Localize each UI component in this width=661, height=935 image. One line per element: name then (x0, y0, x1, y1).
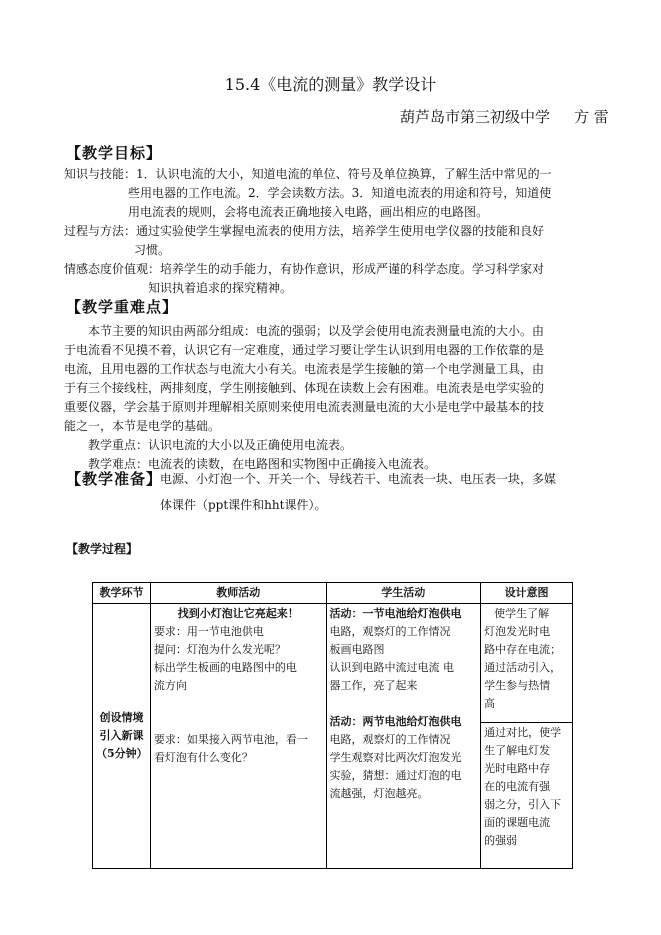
goal-attitude (64, 260, 604, 298)
student-line: 器工作，亮了起来 (329, 679, 418, 692)
student-line: 电路，观察灯的工作情况 (329, 733, 451, 746)
student-activity-cell (326, 604, 481, 869)
paragraph-line: 本节主要的知识由两部分组成：电流的强弱；以及学会使用电流表测量电流的大小。由 (88, 324, 545, 338)
student-line: 实验，猜想：通过灯泡的电 (329, 769, 462, 782)
segment-line: 创设情境 (99, 711, 144, 724)
teaching-difficulty: 教学难点：电流表的读数，在电路图和实物图中正确接入电流表。 (88, 457, 437, 471)
intent-cell (481, 723, 573, 869)
intent-line: 光时电路中存 (484, 762, 551, 775)
paragraph-line: 能之一，本节是电学的基础。 (64, 419, 221, 433)
intent-line: 弱之分，引入下 (484, 798, 562, 811)
goal-line: 知识与技能：1．认识电流的大小，知道电流的单位、符号及单位换算，了解生活中常见的一 (64, 167, 552, 181)
goal-process (64, 222, 604, 260)
goal-knowledge (64, 165, 604, 222)
section-heading-keypoints: 【教学重难点】 (66, 298, 179, 316)
student-activity-title: 活动：一节电池给灯泡供电 (329, 607, 462, 620)
goal-line: 情感态度价值观：培养学生的动手能力，有协作意识，形成严谨的科学态度。学习科学家对 (64, 262, 545, 276)
segment-line: （5分钟） (96, 747, 148, 760)
table-header-row (93, 583, 573, 604)
section-heading-process: 【教学过程】 (66, 542, 139, 556)
teacher-line: 提问：灯泡为什么发光呢？ (153, 643, 286, 656)
author-line (400, 106, 609, 127)
student-line: 流越强，灯泡越亮。 (329, 787, 429, 800)
table-header: 教师活动 (150, 583, 326, 604)
section-heading-prep: 【教学准备】 (66, 470, 163, 488)
table-header: 学生活动 (326, 583, 481, 604)
paragraph-line: 重要仪器，学会基于原则并理解相关原则来使用电流表测量电流的大小是电学中最基本的技 (64, 400, 545, 414)
student-line: 电路，观察灯的工作情况 (329, 625, 451, 638)
intent-line: 通过活动引入， (484, 661, 562, 674)
goal-line: 过程与方法：通过实验使学生掌握电流表的使用方法，培养学生使用电学仪器的技能和良好 (64, 224, 545, 238)
school-name: 葫芦岛市第三初级中学 (400, 108, 551, 126)
intent-cell (481, 604, 573, 723)
intent-line: 在的电流有强 (484, 780, 551, 793)
student-line: 学生观察对比两次灯泡发光 (329, 751, 462, 764)
teacher-line: 流方向 (153, 679, 187, 692)
intent-line: 学生参与热情 (484, 679, 551, 692)
paragraph-line: 于电流看不见摸不着，认识它有一定难度，通过学习要让学生认识到用电器的工作依靠的是 (64, 343, 545, 357)
table-header: 设计意图 (481, 583, 573, 604)
intent-line: 面的课题电流 (484, 816, 551, 829)
intent-line: 通过对比，使学 (484, 726, 562, 739)
paragraph-line: 于有三个接线柱，两排刻度，学生刚接触到、体现在读数上会有困难。电流表是电学实验的 (64, 381, 545, 395)
teacher-line: 要求：如果接入两节电池，看一 (153, 733, 308, 746)
segment-line: 引入新课 (99, 729, 144, 742)
teaching-focus: 教学重点：认识电流的大小以及正确使用电流表。 (88, 438, 353, 452)
goal-line: 习惯。 (134, 243, 171, 257)
student-activity-title: 活动：两节电池给灯泡供电 (329, 715, 462, 728)
section-heading-goals: 【教学目标】 (66, 144, 163, 162)
teacher-line: 标出学生板画的电路图中的电 (153, 661, 297, 674)
goal-line: 知识执着追求的探究精神。 (148, 281, 293, 295)
teacher-line: 要求：用一节电池供电 (153, 625, 264, 638)
teacher-line: 看灯泡有什么变化？ (153, 751, 253, 764)
table-header: 教学环节 (93, 583, 151, 604)
teacher-activity-cell (150, 604, 326, 869)
goal-line: 用电流表的规则，会将电流表正确地接入电路，画出相应的电路图。 (128, 205, 489, 219)
goal-line: 些用电器的工作电流。2．学会读数方法。3．知道电流表的用途和符号，知道使 (128, 186, 552, 200)
goals-block (64, 165, 604, 298)
student-line: 板画电路图 (329, 643, 385, 656)
intent-line: 高 (484, 697, 496, 710)
prep-line-2: 体课件（ppt课件和hht课件）。 (160, 498, 327, 512)
segment-cell (93, 604, 151, 869)
intent-line: 使学生了解 (494, 607, 550, 620)
document-title: 15.4《电流的测量》教学设计 (224, 75, 437, 94)
table-row (93, 604, 573, 723)
student-line: 认识到电路中流过电流 电 (329, 661, 454, 674)
teacher-name: 方 雷 (574, 108, 609, 126)
process-table (92, 582, 573, 869)
intent-line: 生了解电灯发 (484, 744, 551, 757)
intent-line: 的强弱 (484, 834, 518, 847)
prep-line-1: 电源、小灯泡一个、开关一个、导线若干、电流表一块、电压表一块，多媒 (160, 472, 557, 486)
paragraph-line: 电流，且用电器的工作状态与电流大小有关。电流表是学生接触的第一个电学测量工具，由 (64, 362, 545, 376)
intent-line: 路中存在电流； (484, 643, 562, 656)
keypoints-block (64, 322, 604, 474)
teacher-activity-title: 找到小灯泡让它亮起来！ (177, 607, 299, 620)
intent-line: 灯泡发光时电 (484, 625, 551, 638)
